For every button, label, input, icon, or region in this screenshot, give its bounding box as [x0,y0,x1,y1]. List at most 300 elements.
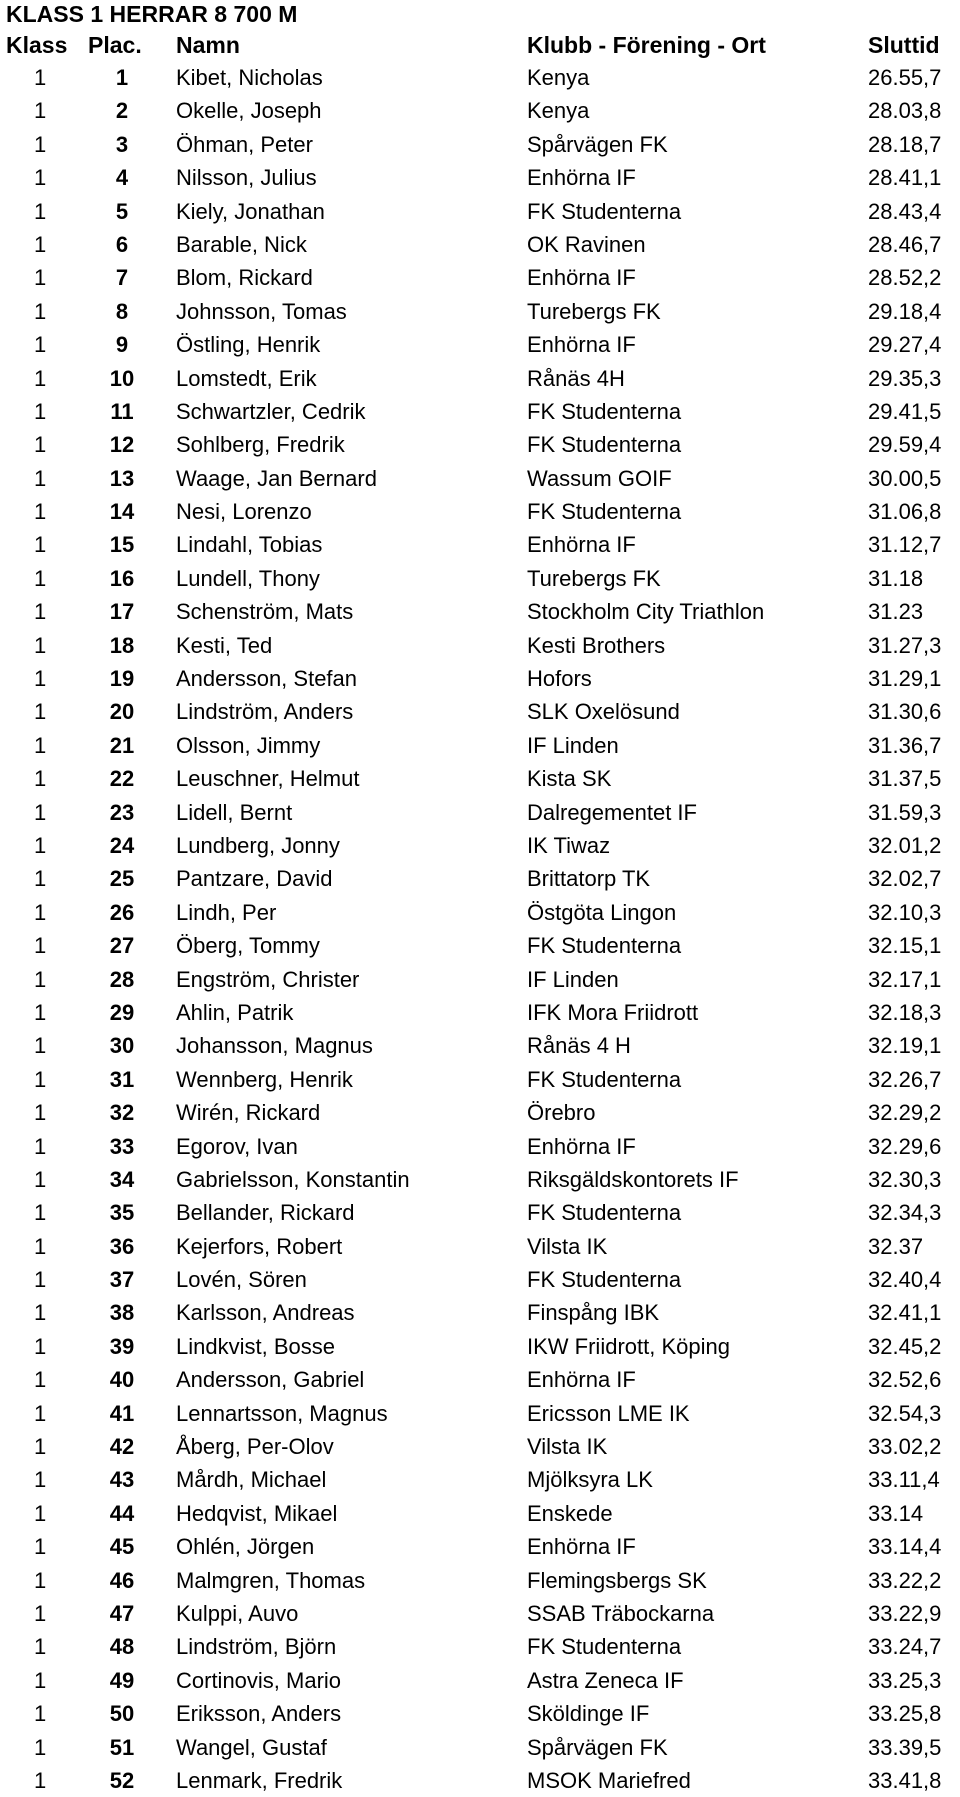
cell-sluttid: 31.37,5 [868,766,942,792]
cell-placering: 33 [109,1133,135,1159]
cell-klubb: Spårvägen FK [527,1734,668,1760]
cell-klubb: Riksgäldskontorets IF [527,1166,739,1192]
table-row [0,1731,960,1764]
cell-klubb: Enhörna IF [527,532,636,558]
cell-klass: 1 [34,231,47,257]
table-row [0,1296,960,1329]
cell-sluttid: 26.55,7 [868,65,942,90]
cell-placering: 27 [109,933,135,959]
cell-sluttid: 28.18,7 [868,131,942,157]
table-row [0,362,960,395]
cell-sluttid: 28.43,4 [868,198,942,224]
cell-namn: Lundell, Thony [176,565,320,591]
cell-klubb: FK Studenterna [527,1634,682,1660]
cell-sluttid: 29.59,4 [868,432,942,458]
cell-klubb: FK Studenterna [527,1267,682,1293]
cell-klass: 1 [34,732,47,758]
cell-placering: 18 [109,632,135,658]
cell-klubb: Stockholm City Triathlon [527,599,765,625]
cell-klass: 1 [34,265,47,291]
table-row [0,1230,960,1263]
cell-namn: Schwartzler, Cedrik [176,398,366,424]
cell-klubb: Enhörna IF [527,1133,636,1159]
cell-placering: 52 [109,1767,135,1793]
cell-placering: 4 [115,165,129,191]
table-row [0,1764,960,1797]
cell-sluttid: 31.59,3 [868,799,942,825]
cell-placering: 9 [115,332,129,358]
cell-sluttid: 32.02,7 [868,866,942,892]
table-row [0,829,960,862]
cell-klass: 1 [34,599,47,625]
cell-klass: 1 [34,98,47,124]
cell-namn: Lennartsson, Magnus [176,1400,388,1426]
cell-klass: 1 [34,832,47,858]
table-row [0,1130,960,1163]
cell-klass: 1 [34,766,47,792]
cell-namn: Kiely, Jonathan [176,198,325,224]
table-row [0,61,960,94]
cell-namn: Lindh, Per [176,899,277,925]
cell-namn: Gabrielsson, Konstantin [176,1166,410,1192]
cell-klass: 1 [34,933,47,959]
cell-placering: 28 [109,966,135,992]
cell-namn: Öberg, Tommy [176,933,320,959]
column-header-namn: Namn [176,32,240,58]
cell-klass: 1 [34,432,47,458]
cell-klass: 1 [34,332,47,358]
cell-placering: 41 [109,1400,135,1426]
cell-sluttid: 31.29,1 [868,666,942,692]
cell-klass: 1 [34,198,47,224]
table-row [0,963,960,996]
cell-sluttid: 32.29,6 [868,1133,942,1159]
cell-placering: 46 [109,1567,135,1593]
table-row [0,562,960,595]
cell-placering: 2 [115,98,129,124]
table-row [0,1363,960,1396]
cell-klass: 1 [34,1200,47,1226]
cell-klass: 1 [34,398,47,424]
cell-sluttid: 32.17,1 [868,966,942,992]
cell-namn: Leuschner, Helmut [176,766,360,792]
column-header-plac: Plac. [88,32,142,58]
table-row [0,896,960,929]
cell-klass: 1 [34,1367,47,1393]
table-row [0,796,960,829]
cell-klubb: Astra Zeneca IF [527,1667,684,1693]
cell-klass: 1 [34,899,47,925]
cell-namn: Cortinovis, Mario [176,1667,342,1693]
cell-placering: 8 [115,298,129,324]
cell-sluttid: 33.22,9 [868,1600,942,1626]
cell-sluttid: 28.03,8 [868,98,942,124]
cell-klass: 1 [34,1066,47,1092]
cell-klubb: Dalregementet IF [527,799,697,825]
column-header-klubb: Klubb - Förening - Ort [527,32,766,58]
cell-klass: 1 [34,1100,47,1126]
cell-namn: Nilsson, Julius [176,165,317,191]
cell-placering: 31 [109,1066,135,1092]
cell-sluttid: 28.46,7 [868,231,942,257]
cell-namn: Andersson, Stefan [176,666,358,692]
cell-klass: 1 [34,999,47,1025]
cell-klubb: FK Studenterna [527,499,682,525]
column-header-sluttid: Sluttid [868,32,940,58]
cell-sluttid: 28.41,1 [868,165,942,191]
cell-klubb: Sköldinge IF [527,1701,650,1727]
table-row [0,195,960,228]
table-row [0,1029,960,1062]
cell-namn: Olsson, Jimmy [176,732,321,758]
cell-klubb: Enskede [527,1500,613,1526]
cell-sluttid: 32.30,3 [868,1166,942,1192]
cell-sluttid: 32.15,1 [868,933,942,959]
cell-namn: Karlsson, Andreas [176,1300,355,1326]
cell-klubb: FK Studenterna [527,398,682,424]
cell-klubb: Enhörna IF [527,265,636,291]
cell-klubb: Hofors [527,666,592,692]
table-row [0,729,960,762]
cell-klass: 1 [34,1033,47,1059]
cell-namn: Okelle, Joseph [176,98,322,124]
cell-klass: 1 [34,1567,47,1593]
cell-namn: Lundberg, Jonny [176,832,340,858]
table-row [0,228,960,261]
table-row [0,662,960,695]
cell-namn: Lindström, Anders [176,699,354,725]
table-row [0,1630,960,1663]
cell-placering: 35 [109,1200,135,1226]
cell-klass: 1 [34,365,47,391]
cell-klass: 1 [34,1667,47,1693]
cell-klubb: IF Linden [527,966,619,992]
cell-klass: 1 [34,1534,47,1560]
cell-namn: Egorov, Ivan [176,1133,298,1159]
cell-klass: 1 [34,666,47,692]
cell-klubb: MSOK Mariefred [527,1767,691,1793]
cell-placering: 22 [109,766,135,792]
cell-namn: Pantzare, David [176,866,333,892]
cell-klubb: IKW Friidrott, Köping [527,1333,730,1359]
cell-namn: Åberg, Per-Olov [176,1434,334,1460]
cell-klass: 1 [34,1400,47,1426]
table-row [0,328,960,361]
cell-sluttid: 33.41,8 [868,1767,942,1793]
cell-namn: Wennberg, Henrik [176,1066,353,1092]
cell-klubb: Kenya [527,65,590,90]
table-row [0,1163,960,1196]
cell-namn: Waage, Jan Bernard [176,465,377,491]
cell-placering: 1 [115,65,129,90]
cell-sluttid: 32.54,3 [868,1400,942,1426]
cell-sluttid: 31.27,3 [868,632,942,658]
cell-namn: Kejerfors, Robert [176,1233,343,1259]
cell-placering: 5 [115,198,129,224]
cell-klubb: Vilsta IK [527,1434,608,1460]
cell-placering: 45 [109,1534,135,1560]
cell-sluttid: 29.18,4 [868,298,942,324]
cell-klass: 1 [34,1701,47,1727]
cell-sluttid: 32.40,4 [868,1267,942,1293]
cell-klubb: Örebro [527,1100,596,1126]
cell-sluttid: 29.41,5 [868,398,942,424]
cell-placering: 17 [109,599,135,625]
cell-placering: 42 [109,1434,135,1460]
cell-sluttid: 32.34,3 [868,1200,942,1226]
cell-placering: 10 [109,365,135,391]
cell-namn: Barable, Nick [176,231,307,257]
cell-klass: 1 [34,699,47,725]
cell-sluttid: 32.18,3 [868,999,942,1025]
cell-klubb: FK Studenterna [527,1066,682,1092]
cell-sluttid: 33.11,4 [868,1467,940,1493]
cell-namn: Kesti, Ted [176,632,273,658]
table-row [0,1430,960,1463]
table-row [0,428,960,461]
cell-sluttid: 30.00,5 [868,465,942,491]
cell-placering: 23 [109,799,135,825]
cell-namn: Blom, Rickard [176,265,313,291]
cell-placering: 30 [109,1033,135,1059]
cell-sluttid: 33.02,2 [868,1434,942,1460]
cell-klass: 1 [34,1133,47,1159]
cell-klubb: Kenya [527,98,590,124]
cell-klubb: Ericsson LME IK [527,1400,690,1426]
cell-klass: 1 [34,499,47,525]
cell-klubb: OK Ravinen [527,231,646,257]
cell-namn: Sohlberg, Fredrik [176,432,345,458]
cell-klubb: Enhörna IF [527,1367,636,1393]
table-row [0,1096,960,1129]
cell-placering: 15 [109,532,135,558]
cell-klubb: FK Studenterna [527,198,682,224]
cell-klubb: FK Studenterna [527,1200,682,1226]
cell-namn: Lindahl, Tobias [176,532,323,558]
cell-namn: Hedqvist, Mikael [176,1500,338,1526]
cell-sluttid: 32.45,2 [868,1333,942,1359]
cell-namn: Kulppi, Auvo [176,1600,299,1626]
cell-sluttid: 33.22,2 [868,1567,942,1593]
cell-sluttid: 32.41,1 [868,1300,942,1326]
cell-klubb: Kista SK [527,766,612,792]
cell-klass: 1 [34,465,47,491]
cell-klubb: IF Linden [527,732,619,758]
table-row [0,495,960,528]
cell-sluttid: 33.25,3 [868,1667,942,1693]
cell-klass: 1 [34,799,47,825]
cell-sluttid: 31.36,7 [868,732,942,758]
table-row [0,528,960,561]
cell-klass: 1 [34,1267,47,1293]
cell-namn: Schenström, Mats [176,599,354,625]
cell-sluttid: 33.25,8 [868,1701,942,1727]
table-row [0,595,960,628]
table-row [0,1263,960,1296]
cell-placering: 36 [109,1233,135,1259]
table-row [0,1063,960,1096]
cell-klubb: Brittatorp TK [527,866,651,892]
cell-namn: Mårdh, Michael [176,1467,327,1493]
cell-placering: 38 [109,1300,135,1326]
cell-klubb: SSAB Träbockarna [527,1600,715,1626]
cell-namn: Lindström, Björn [176,1634,337,1660]
cell-sluttid: 31.30,6 [868,699,942,725]
cell-placering: 43 [109,1467,135,1493]
table-row [0,161,960,194]
table-row [0,261,960,294]
cell-klubb: Mjölksyra LK [527,1467,653,1493]
cell-namn: Öhman, Peter [176,131,313,157]
table-row [0,695,960,728]
cell-sluttid: 29.27,4 [868,332,942,358]
cell-klass: 1 [34,1500,47,1526]
cell-sluttid: 32.01,2 [868,832,942,858]
table-row [0,629,960,662]
cell-sluttid: 32.10,3 [868,899,942,925]
cell-klubb: Östgöta Lingon [527,899,677,925]
cell-placering: 48 [109,1634,135,1660]
table-header [0,30,960,60]
cell-placering: 29 [109,999,135,1025]
cell-namn: Lenmark, Fredrik [176,1767,343,1793]
cell-klass: 1 [34,1333,47,1359]
cell-placering: 12 [109,432,135,458]
cell-namn: Bellander, Rickard [176,1200,355,1226]
cell-klass: 1 [34,565,47,591]
cell-klass: 1 [34,1166,47,1192]
cell-sluttid: 32.19,1 [868,1033,942,1059]
cell-namn: Malmgren, Thomas [176,1567,366,1593]
cell-klass: 1 [34,532,47,558]
cell-sluttid: 32.37 [868,1233,924,1259]
cell-sluttid: 31.06,8 [868,499,942,525]
cell-placering: 40 [109,1367,135,1393]
table-row [0,1530,960,1563]
cell-placering: 19 [109,666,135,692]
cell-klass: 1 [34,298,47,324]
cell-klass: 1 [34,632,47,658]
cell-sluttid: 32.26,7 [868,1066,942,1092]
table-row [0,94,960,127]
cell-namn: Engström, Christer [176,966,360,992]
cell-namn: Ahlin, Patrik [176,999,294,1025]
cell-namn: Nesi, Lorenzo [176,499,312,525]
cell-sluttid: 33.14 [868,1500,924,1526]
cell-namn: Wirén, Rickard [176,1100,321,1126]
cell-placering: 39 [109,1333,135,1359]
cell-klubb: FK Studenterna [527,933,682,959]
cell-placering: 11 [110,398,134,424]
cell-namn: Östling, Henrik [176,332,321,358]
cell-placering: 44 [109,1500,135,1526]
cell-klass: 1 [34,65,47,90]
cell-klass: 1 [34,165,47,191]
cell-placering: 34 [109,1166,135,1192]
cell-placering: 3 [115,131,129,157]
cell-klubb: Finspång IBK [527,1300,660,1326]
cell-sluttid: 33.14,4 [868,1534,942,1560]
cell-klubb: Rånäs 4H [527,365,625,391]
cell-namn: Wangel, Gustaf [176,1734,327,1760]
table-row [0,1664,960,1697]
cell-klass: 1 [34,1634,47,1660]
cell-placering: 51 [109,1734,135,1760]
cell-placering: 14 [109,499,135,525]
cell-sluttid: 29.35,3 [868,365,942,391]
cell-namn: Ohlén, Jörgen [176,1534,315,1560]
cell-klass: 1 [34,1767,47,1793]
cell-placering: 26 [109,899,135,925]
cell-klubb: IK Tiwaz [527,832,611,858]
cell-placering: 37 [109,1267,135,1293]
table-row [0,1564,960,1597]
cell-namn: Eriksson, Anders [176,1701,342,1727]
page-title: KLASS 1 HERRAR 8 700 M [6,1,298,27]
cell-placering: 7 [115,265,129,291]
table-row [0,996,960,1029]
cell-namn: Johnsson, Tomas [176,298,347,324]
cell-placering: 16 [109,565,135,591]
cell-klubb: Vilsta IK [527,1233,608,1259]
cell-namn: Lidell, Bernt [176,799,293,825]
cell-placering: 6 [115,231,129,257]
table-row [0,762,960,795]
table-row [0,1497,960,1530]
cell-sluttid: 33.24,7 [868,1634,942,1660]
cell-klubb: Flemingsbergs SK [527,1567,707,1593]
table-row [0,1463,960,1496]
cell-klass: 1 [34,1467,47,1493]
cell-placering: 50 [109,1701,135,1727]
table-row [0,1397,960,1430]
cell-klass: 1 [34,1734,47,1760]
table-row [0,862,960,895]
cell-klass: 1 [34,1300,47,1326]
cell-namn: Johansson, Magnus [176,1033,373,1059]
cell-klass: 1 [34,866,47,892]
table-row [0,395,960,428]
cell-klass: 1 [34,966,47,992]
cell-sluttid: 28.52,2 [868,265,942,291]
table-row [0,128,960,161]
table-row [0,1330,960,1363]
table-row [0,1196,960,1229]
cell-sluttid: 32.52,6 [868,1367,942,1393]
table-row [0,1697,960,1730]
table-row [0,295,960,328]
cell-klubb: Enhörna IF [527,332,636,358]
cell-sluttid: 32.29,2 [868,1100,942,1126]
cell-klubb: Spårvägen FK [527,131,668,157]
cell-namn: Lomstedt, Erik [176,365,317,391]
cell-placering: 21 [109,732,135,758]
table-row [0,1597,960,1630]
cell-sluttid: 31.23 [868,599,924,625]
table-row [0,929,960,962]
column-header-klass: Klass [6,32,68,58]
cell-klubb: Kesti Brothers [527,632,666,658]
cell-sluttid: 33.39,5 [868,1734,942,1760]
results-table-body [0,61,960,1797]
cell-placering: 13 [109,465,135,491]
cell-klubb: Turebergs FK [527,565,661,591]
cell-klubb: Wassum GOIF [527,465,672,491]
cell-placering: 24 [109,832,135,858]
cell-placering: 47 [109,1600,135,1626]
cell-sluttid: 31.18 [868,565,924,591]
cell-klass: 1 [34,131,47,157]
